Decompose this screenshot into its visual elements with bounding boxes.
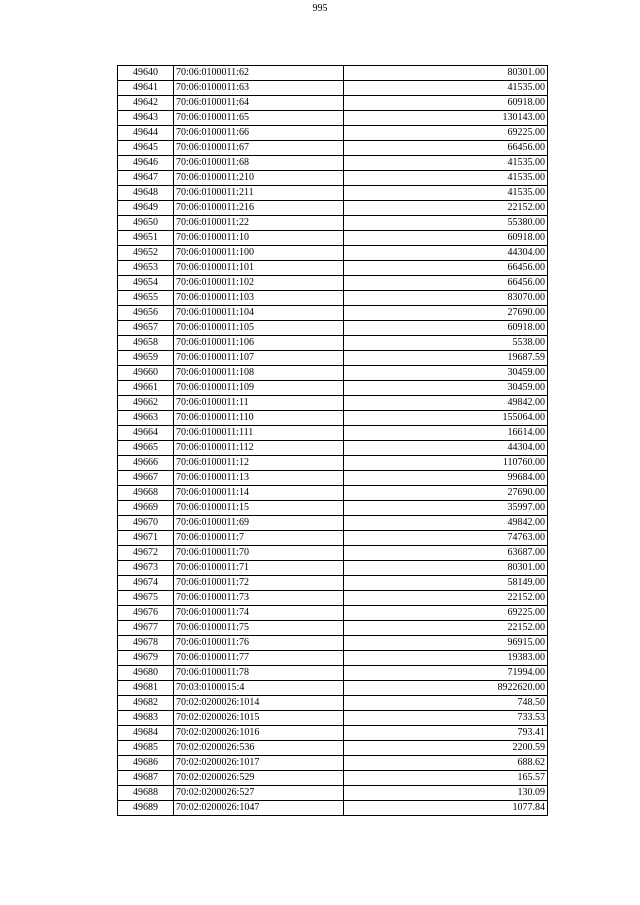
table-row xyxy=(118,456,548,471)
row-number-cell: 49666 xyxy=(118,456,174,471)
table-row xyxy=(118,171,548,186)
table-row xyxy=(118,261,548,276)
cadastral-number-cell: 70:02:0200026:529 xyxy=(174,771,344,786)
row-number-cell: 49671 xyxy=(118,531,174,546)
cadastral-value-cell: 22152.00 xyxy=(344,621,548,636)
cadastral-value-cell: 83070.00 xyxy=(344,291,548,306)
row-number-cell: 49673 xyxy=(118,561,174,576)
row-number-cell: 49660 xyxy=(118,366,174,381)
table-row xyxy=(118,756,548,771)
row-number-cell: 49683 xyxy=(118,711,174,726)
row-number-cell: 49658 xyxy=(118,336,174,351)
table-row xyxy=(118,276,548,291)
row-number-cell: 49647 xyxy=(118,171,174,186)
cadastral-value-cell: 44304.00 xyxy=(344,246,548,261)
cadastral-number-cell: 70:06:0100011:105 xyxy=(174,321,344,336)
row-number-cell: 49659 xyxy=(118,351,174,366)
cadastral-number-cell: 70:06:0100011:14 xyxy=(174,486,344,501)
cadastral-value-cell: 71994.00 xyxy=(344,666,548,681)
row-number-cell: 49679 xyxy=(118,651,174,666)
table-row xyxy=(118,246,548,261)
row-number-cell: 49688 xyxy=(118,786,174,801)
row-number-cell: 49681 xyxy=(118,681,174,696)
cadastral-value-cell: 27690.00 xyxy=(344,306,548,321)
table-body xyxy=(118,66,548,816)
table-row xyxy=(118,516,548,531)
cadastral-number-cell: 70:06:0100011:7 xyxy=(174,531,344,546)
cadastral-number-cell: 70:06:0100011:106 xyxy=(174,336,344,351)
table-row xyxy=(118,651,548,666)
row-number-cell: 49652 xyxy=(118,246,174,261)
cadastral-value-cell: 69225.00 xyxy=(344,606,548,621)
table-row xyxy=(118,636,548,651)
cadastral-value-cell: 22152.00 xyxy=(344,201,548,216)
row-number-cell: 49686 xyxy=(118,756,174,771)
table-row xyxy=(118,336,548,351)
cadastral-number-cell: 70:06:0100011:210 xyxy=(174,171,344,186)
cadastral-number-cell: 70:06:0100011:102 xyxy=(174,276,344,291)
cadastral-value-cell: 41535.00 xyxy=(344,171,548,186)
cadastral-value-cell: 66456.00 xyxy=(344,141,548,156)
row-number-cell: 49670 xyxy=(118,516,174,531)
cadastral-value-cell: 60918.00 xyxy=(344,321,548,336)
cadastral-number-cell: 70:06:0100011:62 xyxy=(174,66,344,81)
cadastral-number-cell: 70:06:0100011:112 xyxy=(174,441,344,456)
cadastral-number-cell: 70:06:0100011:71 xyxy=(174,561,344,576)
cadastral-number-cell: 70:06:0100011:22 xyxy=(174,216,344,231)
cadastral-number-cell: 70:06:0100011:77 xyxy=(174,651,344,666)
row-number-cell: 49640 xyxy=(118,66,174,81)
cadastral-value-cell: 44304.00 xyxy=(344,441,548,456)
table-row xyxy=(118,216,548,231)
row-number-cell: 49664 xyxy=(118,426,174,441)
cadastral-value-cell: 99684.00 xyxy=(344,471,548,486)
row-number-cell: 49663 xyxy=(118,411,174,426)
cadastral-value-cell: 55380.00 xyxy=(344,216,548,231)
row-number-cell: 49675 xyxy=(118,591,174,606)
row-number-cell: 49668 xyxy=(118,486,174,501)
cadastral-number-cell: 70:06:0100011:110 xyxy=(174,411,344,426)
table-row xyxy=(118,141,548,156)
cadastral-value-cell: 165.57 xyxy=(344,771,548,786)
row-number-cell: 49653 xyxy=(118,261,174,276)
table-row xyxy=(118,291,548,306)
row-number-cell: 49649 xyxy=(118,201,174,216)
cadastral-value-cell: 74763.00 xyxy=(344,531,548,546)
cadastral-value-cell: 16614.00 xyxy=(344,426,548,441)
cadastral-number-cell: 70:06:0100011:74 xyxy=(174,606,344,621)
table-row xyxy=(118,306,548,321)
table-row xyxy=(118,426,548,441)
table-row xyxy=(118,801,548,816)
table-row xyxy=(118,741,548,756)
cadastral-number-cell: 70:06:0100011:211 xyxy=(174,186,344,201)
row-number-cell: 49676 xyxy=(118,606,174,621)
row-number-cell: 49684 xyxy=(118,726,174,741)
cadastral-value-cell: 49842.00 xyxy=(344,396,548,411)
cadastral-number-cell: 70:06:0100011:103 xyxy=(174,291,344,306)
cadastral-number-cell: 70:02:0200026:1016 xyxy=(174,726,344,741)
row-number-cell: 49682 xyxy=(118,696,174,711)
cadastral-number-cell: 70:06:0100011:69 xyxy=(174,516,344,531)
cadastral-value-cell: 688.62 xyxy=(344,756,548,771)
cadastral-number-cell: 70:03:0100015:4 xyxy=(174,681,344,696)
table-row xyxy=(118,96,548,111)
cadastral-value-cell: 27690.00 xyxy=(344,486,548,501)
row-number-cell: 49685 xyxy=(118,741,174,756)
cadastral-number-cell: 70:06:0100011:104 xyxy=(174,306,344,321)
table-row xyxy=(118,186,548,201)
table-row xyxy=(118,396,548,411)
table-row xyxy=(118,441,548,456)
cadastral-number-cell: 70:06:0100011:100 xyxy=(174,246,344,261)
table-row xyxy=(118,321,548,336)
cadastral-number-cell: 70:06:0100011:64 xyxy=(174,96,344,111)
table-row xyxy=(118,381,548,396)
table-row xyxy=(118,201,548,216)
table-row xyxy=(118,231,548,246)
cadastral-number-cell: 70:06:0100011:107 xyxy=(174,351,344,366)
row-number-cell: 49655 xyxy=(118,291,174,306)
cadastral-value-cell: 130143.00 xyxy=(344,111,548,126)
cadastral-number-cell: 70:06:0100011:76 xyxy=(174,636,344,651)
table-row xyxy=(118,771,548,786)
row-number-cell: 49667 xyxy=(118,471,174,486)
table-row xyxy=(118,546,548,561)
table-row xyxy=(118,156,548,171)
cadastral-number-cell: 70:02:0200026:527 xyxy=(174,786,344,801)
table-row xyxy=(118,486,548,501)
cadastral-number-cell: 70:06:0100011:109 xyxy=(174,381,344,396)
cadastral-number-cell: 70:06:0100011:108 xyxy=(174,366,344,381)
cadastral-number-cell: 70:06:0100011:78 xyxy=(174,666,344,681)
cadastral-number-cell: 70:06:0100011:73 xyxy=(174,591,344,606)
table-row xyxy=(118,681,548,696)
row-number-cell: 49669 xyxy=(118,501,174,516)
row-number-cell: 49687 xyxy=(118,771,174,786)
cadastral-number-cell: 70:06:0100011:70 xyxy=(174,546,344,561)
table-row xyxy=(118,696,548,711)
row-number-cell: 49648 xyxy=(118,186,174,201)
row-number-cell: 49645 xyxy=(118,141,174,156)
table-row xyxy=(118,81,548,96)
cadastral-value-cell: 110760.00 xyxy=(344,456,548,471)
table-row xyxy=(118,726,548,741)
cadastral-number-cell: 70:06:0100011:13 xyxy=(174,471,344,486)
cadastral-number-cell: 70:02:0200026:1017 xyxy=(174,756,344,771)
cadastral-number-cell: 70:06:0100011:65 xyxy=(174,111,344,126)
table-row xyxy=(118,666,548,681)
cadastral-value-cell: 19687.59 xyxy=(344,351,548,366)
row-number-cell: 49644 xyxy=(118,126,174,141)
row-number-cell: 49646 xyxy=(118,156,174,171)
cadastral-number-cell: 70:06:0100011:66 xyxy=(174,126,344,141)
cadastral-value-cell: 60918.00 xyxy=(344,96,548,111)
row-number-cell: 49680 xyxy=(118,666,174,681)
cadastral-value-cell: 35997.00 xyxy=(344,501,548,516)
cadastral-value-cell: 30459.00 xyxy=(344,366,548,381)
cadastral-number-cell: 70:06:0100011:68 xyxy=(174,156,344,171)
cadastral-value-cell: 96915.00 xyxy=(344,636,548,651)
row-number-cell: 49657 xyxy=(118,321,174,336)
page-number: 995 xyxy=(312,3,328,14)
cadastral-value-cell: 41535.00 xyxy=(344,156,548,171)
cadastral-number-cell: 70:06:0100011:15 xyxy=(174,501,344,516)
cadastral-number-cell: 70:02:0200026:1047 xyxy=(174,801,344,816)
cadastral-number-cell: 70:06:0100011:10 xyxy=(174,231,344,246)
cadastral-value-cell: 49842.00 xyxy=(344,516,548,531)
cadastral-value-cell: 19383.00 xyxy=(344,651,548,666)
table-row xyxy=(118,561,548,576)
cadastral-value-cell: 793.41 xyxy=(344,726,548,741)
cadastral-value-cell: 41535.00 xyxy=(344,186,548,201)
cadastral-number-cell: 70:06:0100011:63 xyxy=(174,81,344,96)
row-number-cell: 49674 xyxy=(118,576,174,591)
row-number-cell: 49678 xyxy=(118,636,174,651)
row-number-cell: 49654 xyxy=(118,276,174,291)
cadastral-value-cell: 2200.59 xyxy=(344,741,548,756)
cadastral-value-cell: 5538.00 xyxy=(344,336,548,351)
table-row xyxy=(118,66,548,81)
cadastral-value-cell: 22152.00 xyxy=(344,591,548,606)
cadastral-number-cell: 70:06:0100011:75 xyxy=(174,621,344,636)
cadastral-value-cell: 41535.00 xyxy=(344,81,548,96)
table-row xyxy=(118,606,548,621)
cadastral-number-cell: 70:06:0100011:72 xyxy=(174,576,344,591)
cadastral-value-cell: 58149.00 xyxy=(344,576,548,591)
cadastral-value-table xyxy=(117,65,548,816)
row-number-cell: 49661 xyxy=(118,381,174,396)
row-number-cell: 49689 xyxy=(118,801,174,816)
cadastral-value-cell: 733.53 xyxy=(344,711,548,726)
row-number-cell: 49672 xyxy=(118,546,174,561)
cadastral-number-cell: 70:06:0100011:216 xyxy=(174,201,344,216)
cadastral-value-cell: 80301.00 xyxy=(344,66,548,81)
table-row xyxy=(118,621,548,636)
table-row xyxy=(118,531,548,546)
cadastral-value-cell: 69225.00 xyxy=(344,126,548,141)
table-row xyxy=(118,786,548,801)
table-row xyxy=(118,591,548,606)
cadastral-value-cell: 60918.00 xyxy=(344,231,548,246)
cadastral-value-cell: 748.50 xyxy=(344,696,548,711)
table-row xyxy=(118,501,548,516)
row-number-cell: 49662 xyxy=(118,396,174,411)
row-number-cell: 49677 xyxy=(118,621,174,636)
table-row xyxy=(118,126,548,141)
cadastral-number-cell: 70:02:0200026:1015 xyxy=(174,711,344,726)
cadastral-value-cell: 30459.00 xyxy=(344,381,548,396)
cadastral-value-cell: 8922620.00 xyxy=(344,681,548,696)
cadastral-value-cell: 66456.00 xyxy=(344,261,548,276)
table-row xyxy=(118,411,548,426)
cadastral-value-cell: 63687.00 xyxy=(344,546,548,561)
cadastral-value-cell: 1077.84 xyxy=(344,801,548,816)
row-number-cell: 49641 xyxy=(118,81,174,96)
cadastral-number-cell: 70:06:0100011:67 xyxy=(174,141,344,156)
row-number-cell: 49650 xyxy=(118,216,174,231)
table-row xyxy=(118,471,548,486)
cadastral-number-cell: 70:06:0100011:12 xyxy=(174,456,344,471)
row-number-cell: 49642 xyxy=(118,96,174,111)
table-row xyxy=(118,576,548,591)
row-number-cell: 49656 xyxy=(118,306,174,321)
table-row xyxy=(118,351,548,366)
table-row xyxy=(118,711,548,726)
cadastral-number-cell: 70:02:0200026:536 xyxy=(174,741,344,756)
cadastral-number-cell: 70:02:0200026:1014 xyxy=(174,696,344,711)
table-row xyxy=(118,111,548,126)
cadastral-number-cell: 70:06:0100011:101 xyxy=(174,261,344,276)
table-row xyxy=(118,366,548,381)
cadastral-number-cell: 70:06:0100011:11 xyxy=(174,396,344,411)
cadastral-value-cell: 130.09 xyxy=(344,786,548,801)
row-number-cell: 49665 xyxy=(118,441,174,456)
cadastral-value-cell: 66456.00 xyxy=(344,276,548,291)
cadastral-number-cell: 70:06:0100011:111 xyxy=(174,426,344,441)
row-number-cell: 49651 xyxy=(118,231,174,246)
cadastral-value-cell: 155064.00 xyxy=(344,411,548,426)
cadastral-value-cell: 80301.00 xyxy=(344,561,548,576)
row-number-cell: 49643 xyxy=(118,111,174,126)
